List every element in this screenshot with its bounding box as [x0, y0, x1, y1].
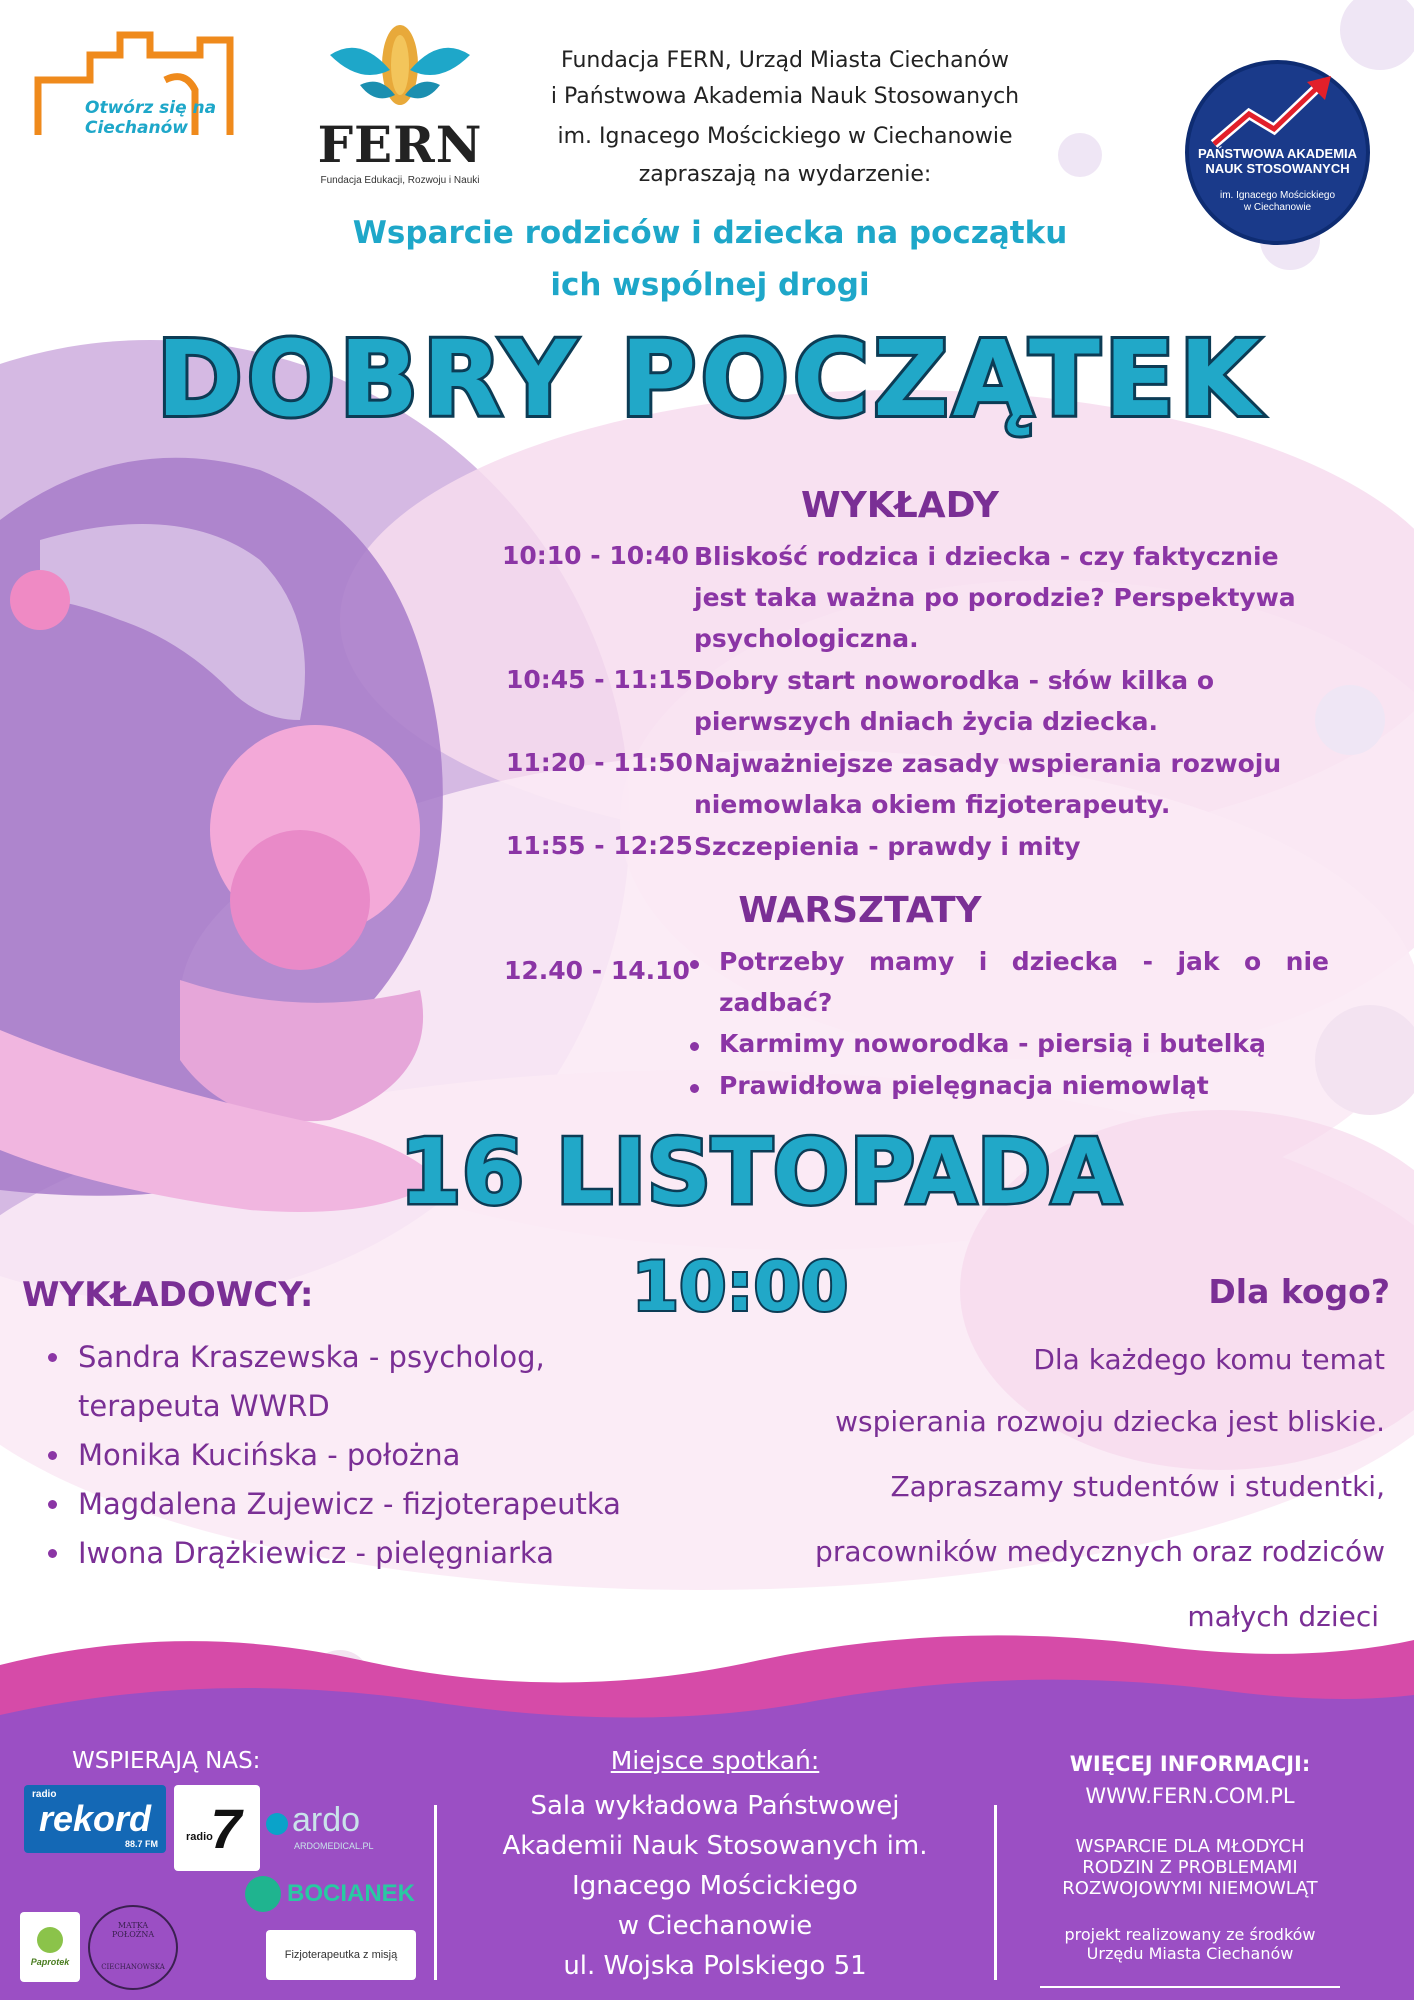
venue-line-5: ul. Wojska Polskiego 51 — [563, 1951, 867, 1981]
speaker-1-line-1: Sandra Kraszewska - psycholog, — [78, 1340, 545, 1374]
workshops-heading: WARSZTATY — [738, 890, 982, 931]
lecture-1-line-3: psychologiczna. — [694, 624, 919, 653]
lecture-1-line-1: Bliskość rodzica i dziecka - czy faktycznie — [694, 542, 1279, 571]
subtitle-line-1: Wsparcie rodziców i dziecka na początku — [352, 215, 1068, 251]
support-text — [1010, 1836, 1370, 1899]
lecture-3-time: 11:20 - 11:50 — [506, 748, 693, 777]
lecture-3-line-2: niemowlaka okiem fizjoterapeuty. — [694, 790, 1171, 819]
for-whom-line-2: wspierania rozwoju dziecka jest bliskie. — [835, 1405, 1385, 1438]
support-line-2: RODZIN Z PROBLEMAMI — [1082, 1857, 1298, 1878]
lecture-1-line-2: jest taka ważna po porodzie? Perspektywa — [694, 583, 1296, 612]
fern-subtitle: Fundacja Edukacji, Rozwoju i Nauki — [320, 175, 480, 186]
fern-wordmark: FERN — [317, 115, 483, 174]
sponsor-fizjoterapeutka-logo — [266, 1930, 416, 1980]
sponsor-matka-bottom: CIECHANOWSKA — [101, 1963, 165, 1971]
for-whom-heading: Dla kogo? — [1208, 1272, 1390, 1311]
speaker-2-line-1: Monika Kucińska - położna — [78, 1438, 461, 1472]
project-line-2: Urzędu Miasta Ciechanów — [1086, 1944, 1294, 1963]
bullet-icon — [690, 1084, 699, 1093]
fern-logo — [300, 15, 500, 190]
project-text — [1010, 1925, 1370, 1963]
for-whom-line-4: pracowników medycznych oraz rodziców — [815, 1535, 1385, 1568]
workshop-1-line-2: zadbać? — [719, 988, 833, 1017]
event-date: 16 LISTOPADA — [399, 1120, 1121, 1225]
venue-line-2: Akademii Nauk Stosowanych im. — [502, 1831, 928, 1861]
org-line-3: im. Ignacego Mościckiego w Ciechanowie — [557, 124, 1013, 149]
speakers-heading: WYKŁADOWCY: — [22, 1275, 314, 1315]
for-whom-line-5: małych dzieci — [1187, 1600, 1379, 1633]
bullet-icon — [48, 1500, 57, 1509]
footer-divider-right — [994, 1805, 997, 1980]
org-line-1: Fundacja FERN, Urząd Miasta Ciechanów — [561, 48, 1009, 73]
lecture-1-time: 10:10 - 10:40 — [502, 541, 689, 570]
speaker-1-line-2: terapeuta WWRD — [78, 1389, 330, 1423]
venue-address — [440, 1786, 990, 1986]
bullet-icon — [690, 1042, 699, 1051]
support-line-1: WSPARCIE DLA MŁODYCH — [1075, 1836, 1305, 1857]
footer-underline — [1040, 1986, 1340, 1988]
sponsor-rekord-small: radio — [32, 1789, 57, 1800]
sponsor-matka-polozna-logo — [88, 1905, 178, 1990]
sponsor-fizjo-name: Fizjoterapeutka z misją — [284, 1949, 398, 1961]
leaf-icon — [37, 1927, 63, 1953]
pans-line-1: PAŃSTWOWA AKADEMIA — [1197, 146, 1358, 161]
for-whom-line-1: Dla każdego komu temat — [1033, 1343, 1385, 1376]
venue-line-1: Sala wykładowa Państwowej — [530, 1791, 900, 1821]
otworz-sie-logo — [30, 20, 260, 180]
lecture-2-time: 10:45 - 11:15 — [506, 665, 693, 694]
lecture-2-line-2: pierwszych dniach życia dziecka. — [694, 707, 1158, 736]
speaker-3-line-1: Magdalena Zujewicz - fizjoterapeutka — [78, 1487, 621, 1521]
venue-line-4: w Ciechanowie — [617, 1911, 813, 1941]
workshop-1-line-1: Potrzeby mamy i dziecka - jak o nie — [719, 947, 1329, 976]
sponsor-paprotek-name: Paprotek — [30, 1957, 70, 1967]
lectures-heading: WYKŁADY — [801, 485, 999, 526]
pans-logo-text-main — [1189, 146, 1366, 176]
logo-otworz-text: Otwórz się na Ciechanów — [85, 98, 217, 138]
bullet-icon — [48, 1451, 57, 1460]
sponsor-bocianek-name: BOCIANEK — [287, 1880, 416, 1907]
bullet-icon — [48, 1549, 57, 1558]
support-line-3: ROZWOJOWYMI NIEMOWLĄT — [1062, 1878, 1318, 1899]
venue-line-3: Ignacego Mościckiego — [572, 1871, 858, 1901]
event-hour: 10:00 — [631, 1248, 849, 1327]
pans-line-2: NAUK STOSOWANYCH — [1205, 161, 1350, 176]
pans-logo — [1185, 60, 1370, 245]
sponsor-rekord-name: rekord — [38, 1798, 152, 1839]
footer-divider-left — [434, 1805, 437, 1980]
bullet-icon — [690, 960, 699, 969]
sponsor-matka-top: MATKA POŁOŻNA — [111, 1921, 155, 1939]
page-title: DOBRY POCZĄTEK — [156, 318, 1264, 440]
sponsor-radio7-logo — [174, 1785, 260, 1871]
venue-heading: Miejsce spotkań: — [610, 1746, 820, 1775]
supporters-heading: WSPIERAJĄ NAS: — [72, 1748, 261, 1774]
sponsor-rekord-freq: 88.7 FM — [124, 1839, 158, 1849]
sponsor-paprotek-logo — [20, 1912, 80, 1982]
rising-arrow-icon — [1209, 74, 1349, 149]
sponsor-radio7-small: radio — [186, 1831, 213, 1843]
lecture-4-line-1: Szczepienia - prawdy i mity — [694, 832, 1081, 861]
workshop-2-line-1: Karmimy noworodka - piersią i butelką — [719, 1029, 1266, 1058]
pans-line-4: w Ciechanowie — [1243, 202, 1312, 213]
website-link[interactable]: WWW.FERN.COM.PL — [1085, 1784, 1295, 1808]
sponsor-radio-rekord-logo — [24, 1785, 166, 1853]
org-line-4: zapraszają na wydarzenie: — [638, 162, 932, 187]
sponsor-bocianek-logo — [245, 1876, 420, 1916]
sponsor-ardo-name: ardo — [292, 1801, 361, 1839]
fern-leaf-icon — [300, 15, 500, 115]
workshop-3-line-1: Prawidłowa pielęgnacja niemowląt — [719, 1071, 1209, 1100]
pans-line-3: im. Ignacego Mościckiego — [1219, 190, 1336, 201]
sponsor-radio7-number: 7 — [210, 1796, 242, 1860]
more-info-heading: WIĘCEJ INFORMACJI: — [1069, 1752, 1311, 1776]
speaker-4-line-1: Iwona Drążkiewicz - pielęgniarka — [78, 1536, 554, 1570]
project-line-1: projekt realizowany ze środków — [1064, 1925, 1316, 1944]
subtitle-line-2: ich wspólnej drogi — [550, 267, 870, 303]
pans-logo-text-sub — [1189, 190, 1366, 214]
for-whom-line-3: Zapraszamy studentów i studentki, — [890, 1470, 1385, 1503]
workshops-time: 12.40 - 14.10 — [504, 956, 690, 985]
lecture-4-time: 11:55 - 12:25 — [506, 831, 693, 860]
lecture-2-line-1: Dobry start noworodka - słów kilka o — [694, 666, 1215, 695]
org-line-2: i Państwowa Akademia Nauk Stosowanych — [550, 84, 1020, 109]
sponsor-ardo-url: ARDOMEDICAL.PL — [294, 1841, 374, 1851]
lecture-3-line-1: Najważniejsze zasady wspierania rozwoju — [694, 749, 1282, 778]
bullet-icon — [48, 1353, 57, 1362]
ardo-drop-icon — [266, 1813, 288, 1835]
stork-icon — [245, 1876, 281, 1912]
